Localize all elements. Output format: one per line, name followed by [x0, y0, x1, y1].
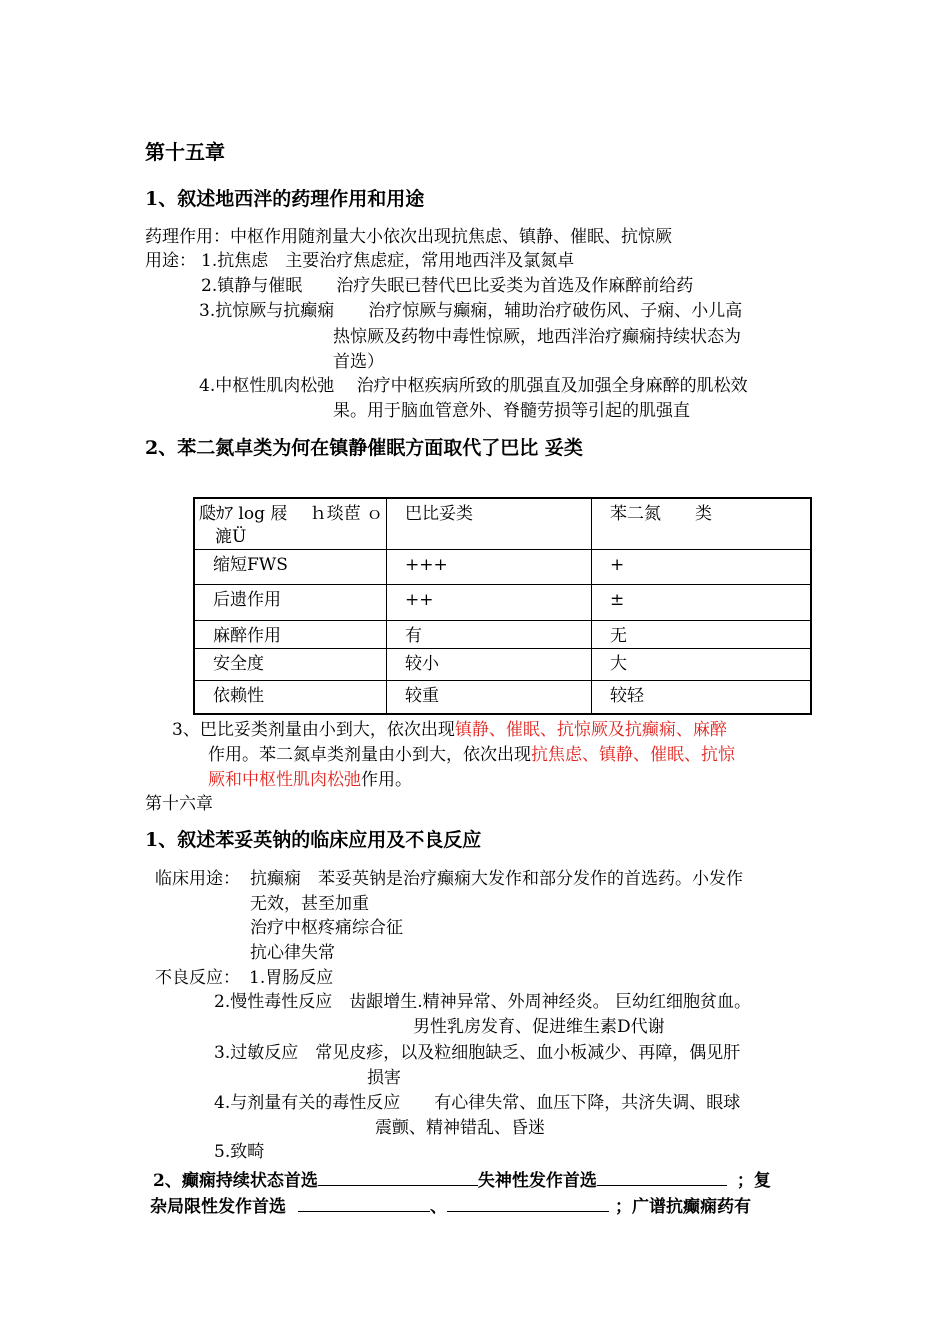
answer-3-highlight: 厥和中枢性肌肉松弛	[208, 770, 361, 790]
fill-blank-text: ；复	[736, 1171, 771, 1191]
question-15-2-title: 2、苯二氮卓类为何在镇静催眠方面取代了巴比 妥类	[145, 437, 583, 459]
answer-3-text: 作用。苯二氮卓类剂量由小到大，依次出现	[208, 745, 531, 765]
table-cell: 安全度	[194, 648, 387, 680]
fill-blank-text: 2、癫痫持续状态首选	[153, 1171, 318, 1191]
table-cell: ±	[592, 584, 812, 620]
table-row	[194, 648, 811, 680]
table-cell: 依赖性	[194, 680, 387, 714]
use-label: 用途：	[145, 251, 196, 271]
use-item-4: 4.中枢性肌肉松弛 治疗中枢疾病所致的肌强直及加强全身麻醉的肌松效	[199, 376, 748, 396]
table-cell: +	[592, 549, 812, 584]
adverse-label: 不良反应：	[155, 968, 240, 988]
adverse-5: 5.致畸	[214, 1142, 265, 1162]
chapter-15-title: 第十五章	[145, 140, 225, 164]
table-cell: 较小	[387, 648, 592, 680]
answer-3-highlight: 抗焦虑、镇静、催眠、抗惊	[531, 745, 735, 765]
fill-blank-line-2	[150, 1195, 751, 1216]
answer-blank[interactable]	[597, 1169, 727, 1186]
table-cell: +++	[387, 549, 592, 584]
header-cell-benzodiazepine: 苯二氮 类	[592, 498, 812, 549]
table-row	[194, 549, 811, 584]
clinical-use-1: 抗癫痫 苯妥英钠是治疗癫痫大发作和部分发作的首选药。小发作	[250, 869, 743, 889]
use-item-3: 3.抗惊厥与抗癫痫 治疗惊厥与癫痫，辅助治疗破伤风、子痫、小儿高	[199, 301, 743, 321]
table-cell: 缩短FWS	[194, 549, 387, 584]
answer-3-line-1	[172, 722, 727, 739]
table-row	[194, 680, 811, 714]
fill-blank-line-1	[153, 1169, 771, 1190]
table-cell: 麻醉作用	[194, 620, 387, 648]
question-16-1-title: 1、叙述苯妥英钠的临床应用及不良反应	[145, 829, 482, 851]
table-cell: 后遗作用	[194, 584, 387, 620]
use-item-1: 1.抗焦虑 主要治疗焦虑症，常用地西泮及氯氮卓	[201, 251, 575, 271]
clinical-use-label: 临床用途：	[155, 869, 240, 889]
adverse-4: 4.与剂量有关的毒性反应 有心律失常、血压下降，共济失调、眼球	[214, 1093, 741, 1113]
adverse-2-cont: 男性乳房发育、促进维生素D代谢	[413, 1017, 665, 1037]
adverse-3: 3.过敏反应 常见皮疹，以及粒细胞缺乏、血小板减少、再障，偶见肝	[214, 1043, 741, 1063]
fill-blank-text: 杂局限性发作首选	[150, 1197, 286, 1217]
table-cell: 有	[387, 620, 592, 648]
adverse-1: 1.胃肠反应	[249, 968, 334, 988]
comparison-table	[193, 497, 812, 715]
table-row	[194, 584, 811, 620]
clinical-use-1-cont: 无效，甚至加重	[250, 894, 369, 914]
pharmacology-line: 药理作用：中枢作用随剂量大小依次出现抗焦虑、镇静、催眠、抗惊厥	[145, 227, 672, 247]
answer-3-text: 作用。	[361, 770, 412, 790]
table-row	[194, 620, 811, 648]
table-cell: 较轻	[592, 680, 812, 714]
question-15-1-title: 1、叙述地西泮的药理作用和用途	[145, 188, 425, 210]
fill-blank-text: 失神性发作首选	[477, 1171, 597, 1191]
clinical-use-3: 抗心律失常	[250, 943, 335, 963]
adverse-3-cont: 损害	[367, 1068, 401, 1088]
answer-blank[interactable]	[298, 1195, 430, 1212]
table-cell: 大	[592, 648, 812, 680]
header-cell-barbiturate: 巴比妥类	[387, 498, 592, 549]
adverse-2: 2.慢性毒性反应 齿龈增生.精神异常、外周神经炎。 巨幼红细胞贫血。	[214, 992, 752, 1012]
chapter-16-title: 第十六章	[145, 794, 213, 814]
use-item-2: 2.镇静与催眠 治疗失眠已替代巴比妥类为首选及作麻醉前给药	[201, 276, 694, 296]
answer-3-line-3	[208, 772, 412, 789]
fill-blank-text: 、	[430, 1197, 447, 1217]
fill-blank-text: ；广谱抗癫痫药有	[615, 1197, 751, 1217]
header-cell-garbled: 瓞ｶｱ log 屐 ｈ琰茞 ｏ 漉Ü	[194, 498, 387, 549]
answer-blank[interactable]	[318, 1169, 478, 1186]
adverse-4-cont: 震颤、精神错乱、昏迷	[375, 1118, 545, 1138]
answer-blank[interactable]	[447, 1195, 609, 1212]
answer-3-line-2	[208, 747, 735, 764]
clinical-use-2: 治疗中枢疼痛综合征	[250, 918, 403, 938]
answer-3-text: 3、巴比妥类剂量由小到大，依次出现	[172, 720, 455, 740]
table-cell: 较重	[387, 680, 592, 714]
table-header-row	[194, 498, 811, 549]
use-item-3-cont2: 首选）	[333, 352, 384, 372]
table-cell: ++	[387, 584, 592, 620]
answer-3-highlight: 镇静、催眠、抗惊厥及抗癫痫、麻醉	[454, 720, 727, 740]
use-item-3-cont: 热惊厥及药物中毒性惊厥，地西泮治疗癫痫持续状态为	[333, 327, 741, 347]
use-item-4-cont: 果。用于脑血管意外、脊髓劳损等引起的肌强直	[333, 401, 690, 421]
table-cell: 无	[592, 620, 812, 648]
